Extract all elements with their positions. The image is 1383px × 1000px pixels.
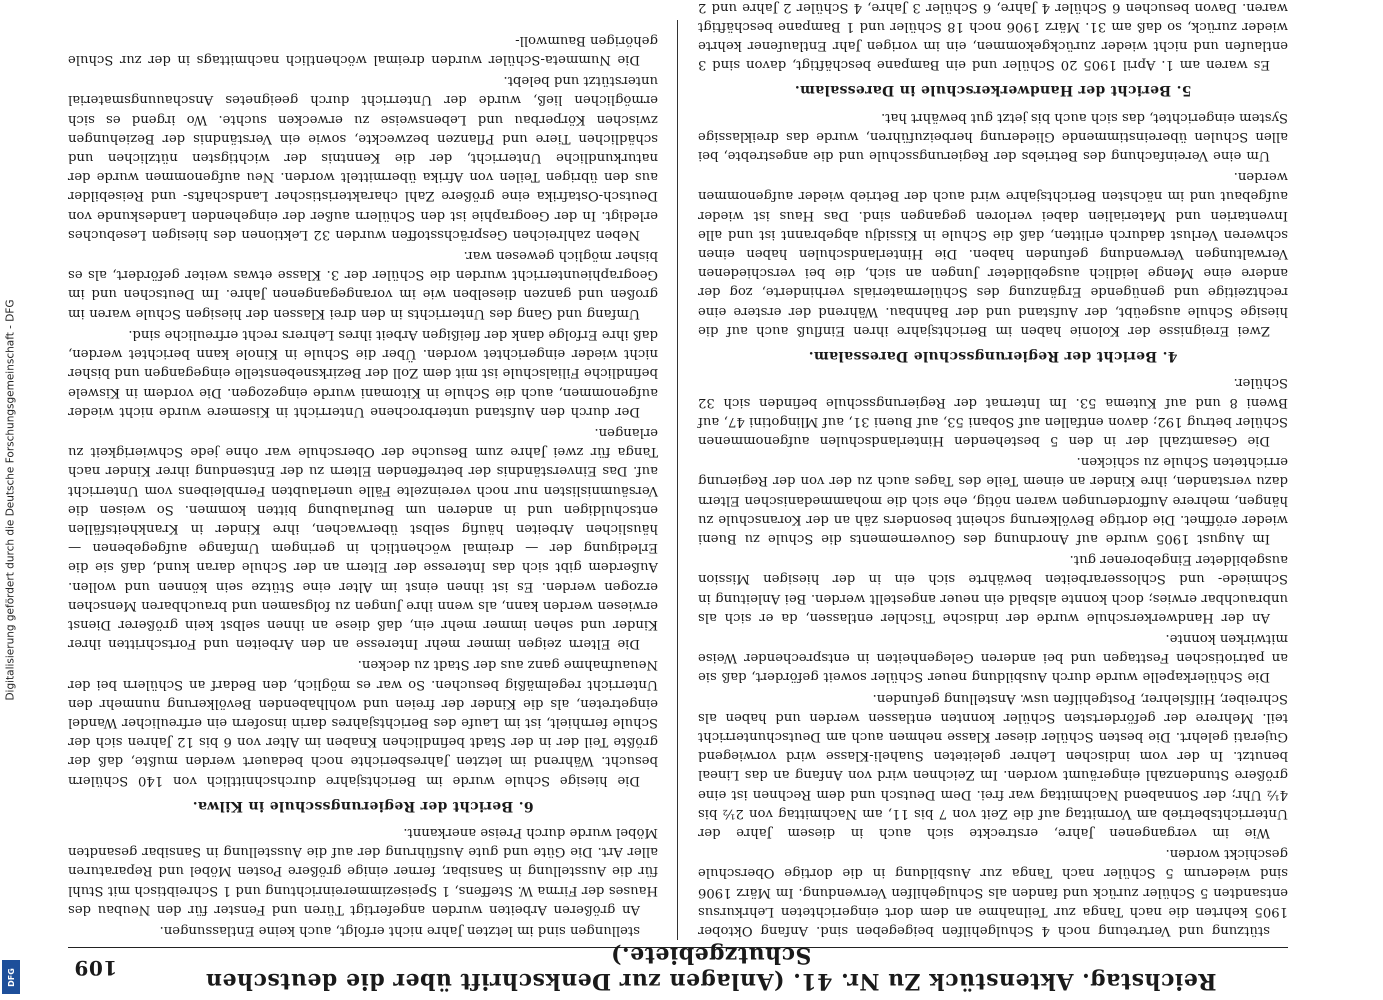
paragraph: Neben zahlreichen Gesprächsstoffen wurden 32 Lektionen des hiesigen Lesebuches erledigt. In der Geographie ist den Schülern außer der eingehenden Landeskunde von Deutsch-Ostafrika eine größere Zahl charakteristischer Landschafts- und Reisebilder aus den übrigen Teilen von Afrika übermittelt worden. Neu aufgenommen wurde der naturkundliche Unterricht, der die Kenntnis der wichtigsten nützlichen und schädlichen Tiere und Pflanzen bezweckte, sowie ein Verständnis der Beziehungen zwischen Körperbau und Lebensweise zu erwecken suchte. Wo irgend es sich ermöglichen ließ, wurde der Unterricht durch geeignetes Anschauungsmaterial unterstützt und belebt. (68, 73, 658, 242)
paragraph: Im August 1905 wurde auf Anordnung des Gouvernements die Schule zu Bueni wieder eröffnet. Die dortige Bevölkerung scheint besonders zäh an der Koranschule zu hängen, mehrere Aufforderungen waren nötig, ehe sich die mohammedanischen Eltern dazu verstanden, ihre Kinder an einem Teile des Tages auch zu der von der Regierung errichteten Schule zu schicken. (698, 454, 1288, 546)
paragraph: stellungen sind im letzten Jahre nicht erfolgt, auch keine Entlassungen. (159, 923, 640, 938)
section-heading: 4. Bericht der Regierungsschule Daressalam. (808, 348, 1178, 365)
paragraph: An größeren Arbeiten wurden angefertigt Türen und Fenster für den Neubau des Hauses der Firma W. Steffens, 1 Speisezimmereinrichtung und 1 Schreibtisch mit Stuhl für die Ausstellung in Sansibar, ferner einige größere Posten Möbel und Reparaturen aller Art. Die Güte und gute Ausführung der auf die Ausstellung in Sansibar gesandten Möbel wurde durch Preise anerkannt. (68, 824, 658, 917)
paragraph: An der Handwerkerschule wurde der indische Tischler entlassen, da er sich als unbrauchbar erwies; doch konnte alsbald ein neuer angestellt werden. Bei Anleitung in Schmiede- und Schlosserarbeiten bewährte sich ein in der hiesigen Mission ausgebildeter Eingeborener gut. (698, 552, 1288, 625)
paragraph: Der durch den Aufstand unterbrochene Unterricht in Kisemere wurde nicht wieder aufgenommen, auch die Schule in Kitomani wurde eingezogen. Die vordem in Kiswele befindliche Filialschule ist mit dem Zoll der Bezirksnebenstelle eingegangen und bisher nicht wieder eingerichtet worden. Über die Schule in Kinole kann berichtet werden, daß ihre Erfolge dank der fleißigen Arbeit ihres Lehrers recht erfreuliche sind. (68, 326, 658, 419)
paragraph: Die hiesige Schule wurde im Berichtsjahre durchschnittlich von 140 Schülern besucht. Während im letzten Jahresberichte noch bedauert werden mußte, daß der größte Teil der in der Stadt befindlichen Knaben im Alter von 6 bis 12 Jahren sich der Schule fernhielt, ist im Laufe des Berichtsjahres darin insofern ein erfreulicher Wandel eingetreten, als die Kinder der freien und wohlhabenden Bevölkerung nunmehr den Unterricht regelmäßig besuchen. So war es möglich, den Bedarf an Schülern bei der Neuaufnahme ganz aus der Stadt zu decken. (68, 657, 658, 788)
paragraph: stützung und Vertretung noch 4 Schulgehilfen beigegeben sind. Anfang Oktober 1905 kehrten die nach Tanga zur Teilnahme an dem dort eingerichteten Lehrkursus entsandten 5 Schüler zurück und fanden als Schulgehilfen Verwendung. Im März 1906 sind wiederum 5 Schüler nach Tanga zur Ausbildung in die dortige Oberschule geschickt worden. (698, 846, 1288, 938)
section-heading: 6. Bericht der Regierungsschule in Kilwa. (192, 797, 534, 814)
paragraph: Die Schülerkapelle wurde durch Ausbildung neuer Schüler soweit gefördert, daß sie an patriotischen Festtagen und bei anderen Gelegenheiten in entsprechender Weise mitwirken konnte. (698, 630, 1288, 685)
dfg-logo: DFG (2, 960, 20, 994)
paragraph: Um eine Vereinfachung des Betriebs der Regierungsschule und die angestrebte, bei allen Schulen übereinstimmende Gliederung herbeizuführen, wurde das dreiklassige System eingerichtet, das sich auch bis jetzt gut bewährt hat. (698, 109, 1288, 164)
left-column (698, 0, 1288, 940)
paragraph: Umfang und Gang des Unterrichts in den drei Klassen der hiesigen Schule waren im großen und ganzen dieselben wie im vorangegangenen Jahre. Im Deutschen und im Geographieunterricht wurden die Schüler der 3. Klasse etwas weiter gefördert, als es bisher möglich gewesen war. (68, 248, 658, 321)
page-number: 109 (74, 956, 118, 980)
paragraph: Es waren am 1. April 1905 20 Schüler und ein Bampane beschäftigt, davon sind 3 entlaufen und nicht wieder zurückgekommen, ein im vorigen Jahr Entlaufener kehrte wieder zurück, so daß am 31. März 1906 noch 18 Schüler und 1 Bampane beschäftigt waren. Davon besuchen 6 Schüler 4 Jahre, 6 Schüler 3 Jahre, 4 Schüler 2 Jahre und 2 (698, 0, 1288, 73)
digitization-stamp-text: Digitalisierung gefördert durch die Deutsche Forschungsgemeinschaft - DFG (5, 299, 18, 701)
running-head-title: Reichstag. Aktenstück Zu Nr. 41. (Anlagen zur Denkschrift über die deutschen Schutzgebiete.) (205, 942, 1217, 994)
paragraph: Die Gesamtzahl der in den 5 bestehenden Hinterlandschulen aufgenommenen Schüler betrug 192; davon entfallen auf Sobani 53, auf Bueni 31, auf Mlingotini 47, auf Bweni 8 und auf Kutema 53. Im Internat der Regierungsschule befinden sich 32 Schüler. (698, 375, 1288, 448)
document-sheet (68, 0, 1288, 994)
section-heading: 5. Bericht der Handwerkerschule in Daressalam. (794, 82, 1192, 99)
paragraph: Die Nummeta-Schüler wurden dreimal wöchentlich nachmittags in der zur Schule gehörigen Baumwoll- (68, 32, 658, 68)
paragraph: Zwei Ereignisse der Kolonie haben im Berichtsjahre ihren Einfluß auch auf die hiesige Schule ausgeübt, der Aufstand und der Bahnbau. Während der erstere eine rechtzeitige und genügende Ergänzung des Schülermaterials verhinderte, zog der andere eine Menge leidlich ausgebildeter Jungen an sich, die bei verschiedenen Verwaltungen Verwendung gefunden haben. Die Hinterlandschulen haben einen schweren Verlust dadurch erlitten, daß die Schule in Kissidju abgebrannt ist und alle Inventarien und Materialien dabei verloren gegangen sind. Das Haus ist wieder aufgebaut und im nächsten Berichtsjahre wird auch der Betrieb wieder aufgenommen werden. (698, 169, 1288, 338)
right-column (68, 20, 658, 940)
paragraph: Wie im vergangenen Jahre, erstreckte sich auch in diesem Jahre der Unterrichtsbetrieb am Vormittag auf die Zeit von 7 bis 11, am Nachmittag von 2½ bis 4½ Uhr; der Sonnabend Nachmittag war frei. Dem Deutsch und dem Rechnen ist eine größere Stundenzahl eingeräumt worden. Im Zeichnen wird von Anfang an das Lineal benutzt. In der vom indischen Lehrer geleiteten Suaheli-Klasse wird vorwiegend Gujerati gelehrt. Die besten Schüler dieser Klasse nehmen auch am Deutschunterricht teil. Mehrere der gefördertsten Schüler konnten entlassen werden und haben als Schreiber, Hilfslehrer, Postgehilfen usw. Anstellung gefunden. (698, 690, 1288, 840)
paragraph: Die Eltern zeigen immer mehr Interesse an den Arbeiten und Fortschritten ihrer Kinder und sehen immer mehr ein, daß diese an ihnen selbst kein größerer Dienst erwiesen werden kann, als wenn ihre Jungen zu folgsamen und brauchbaren Menschen erzogen werden. Es ist ihnen einst im Alter eine Stütze sein können und wollen. Außerdem gibt sich das Interesse der Eltern an der Schule daran kund, daß sie die Erledigung der — dreimal wöchentlich in geringem Umfange aufgegebenen — häuslichen Arbeiten häufig selbst überwachen, ihre Kinder in Krankheitsfällen entschuldigen und in anderen um Beurlaubung bitten kommen. So weisen die Versäumnislisten nur noch vereinzelte Fälle unerlaubten Fernbleibens vom Unterricht auf. Das Einverständnis der betreffenden Eltern zu der Entsendung ihrer Kinder nach Tanga für zwei Jahre zum Besuche der Oberschule war ohne jede Schwierigkeit zu erlangen. (68, 424, 658, 652)
column-divider (677, 20, 678, 940)
running-head (68, 942, 1288, 994)
